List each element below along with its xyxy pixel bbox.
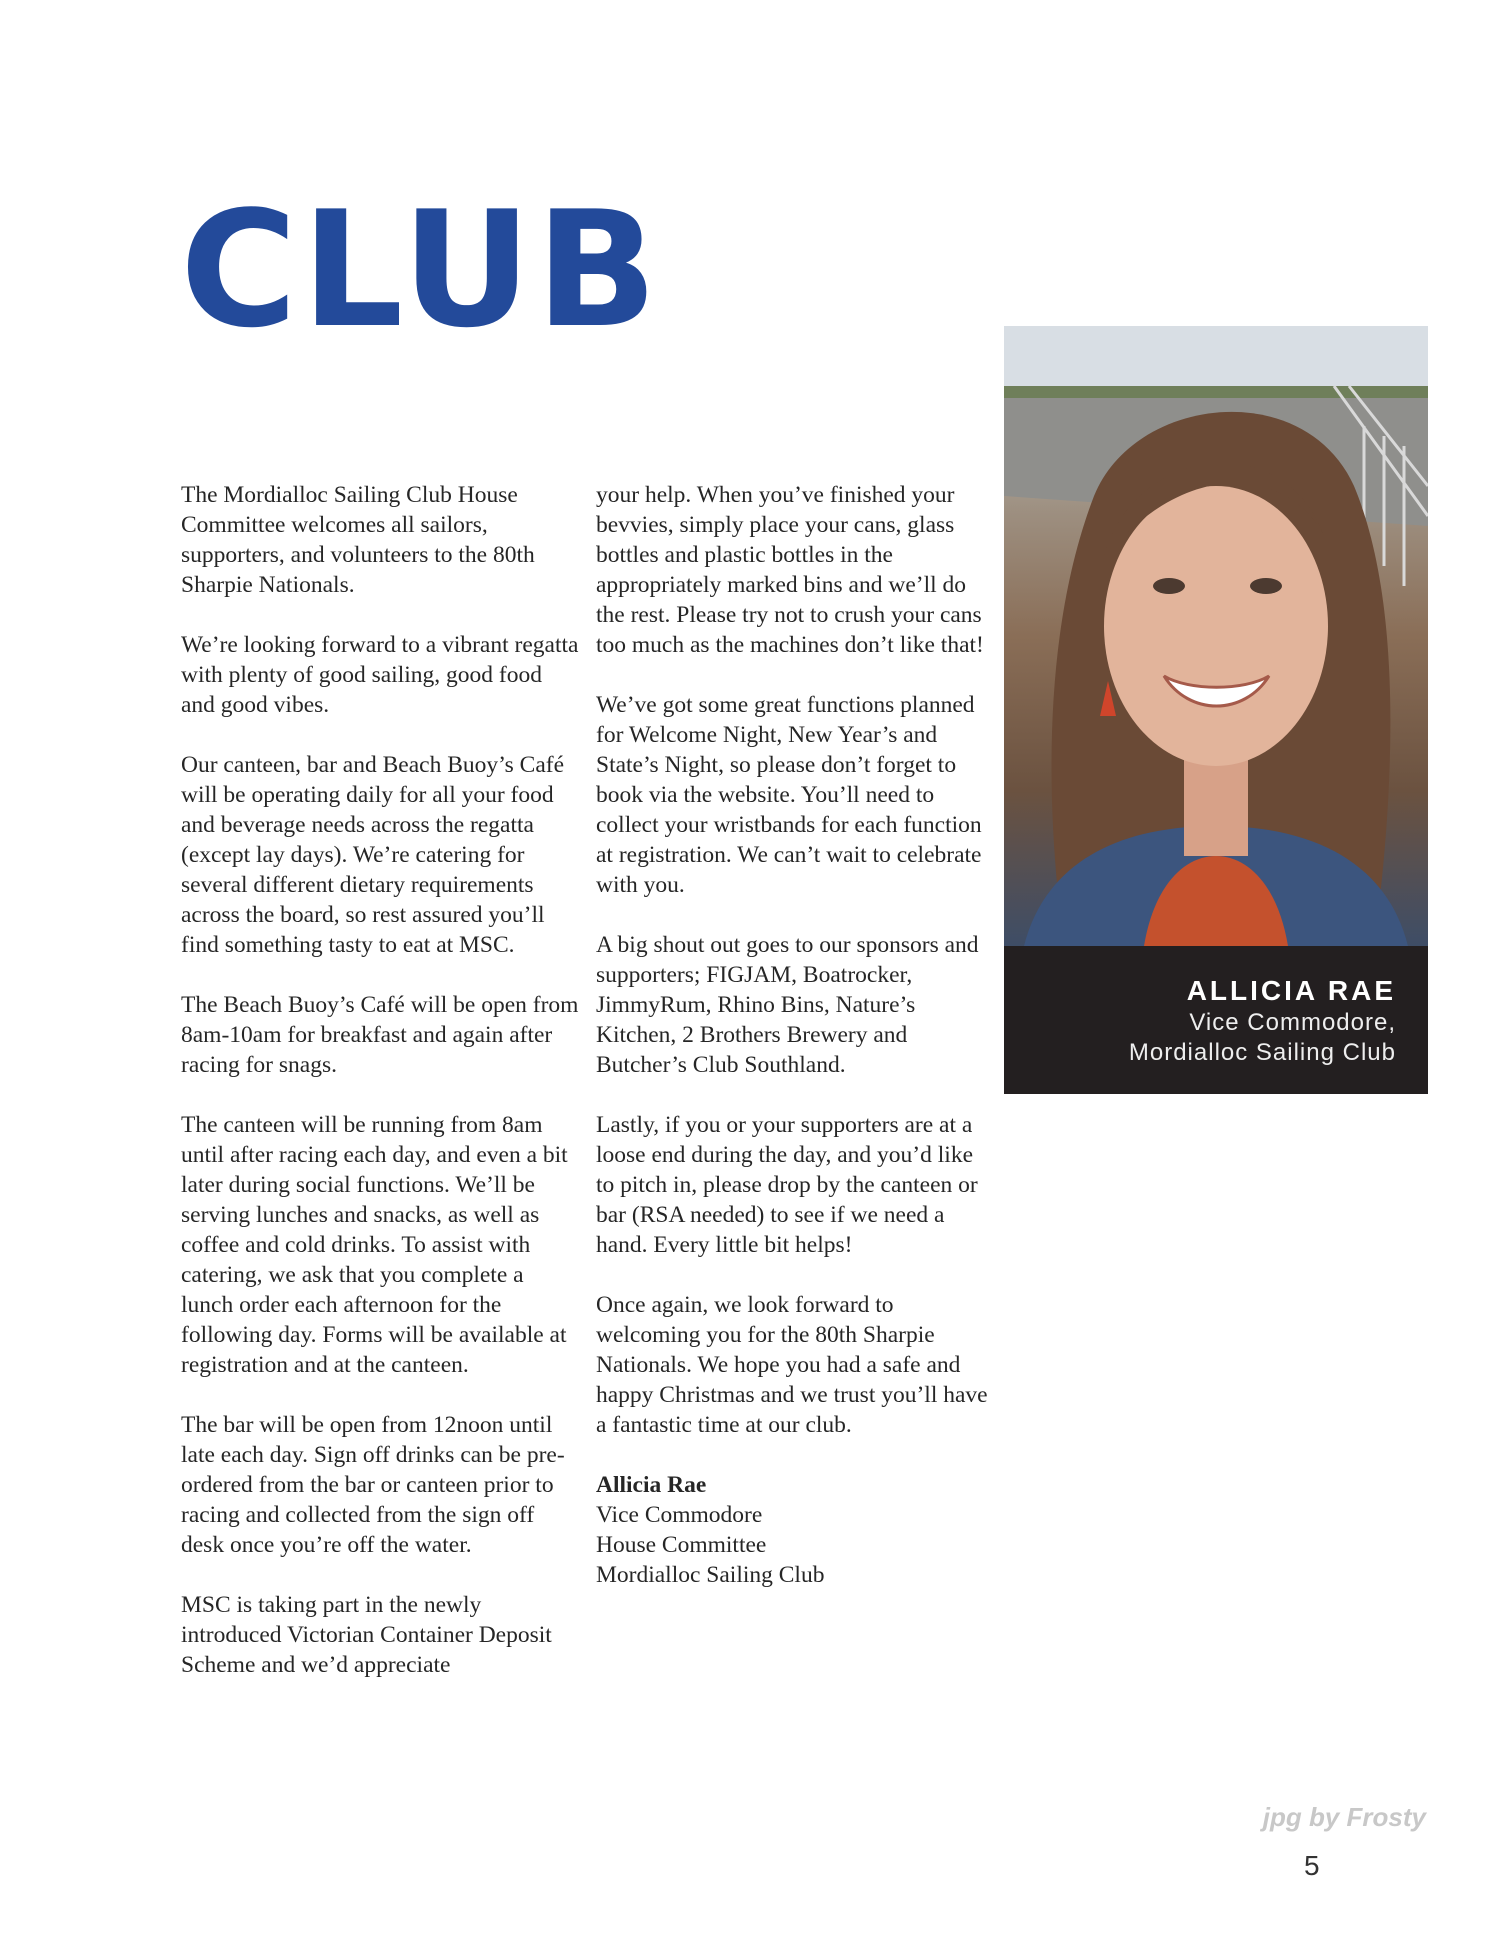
- paragraph: Once again, we look forward to welcoming you for the 80th Sharpie Nationals. We hope you had a safe and happy Christmas and we trust you’ll have a fantastic time at our club.: [596, 1292, 988, 1438]
- page-heading: CLUB: [180, 176, 662, 363]
- paragraph: The canteen will be running from 8am until after racing each day, and even a bit later during social functions. We’ll be serving lunches and snacks, as well as coffee and cold drinks. To assist with catering, we ask that you complete a lunch order each afternoon for the following day. Forms will be available at registration and at the canteen.: [181, 1112, 568, 1378]
- signature-committee: House Committee: [596, 1532, 767, 1558]
- paragraph: A big shout out goes to our sponsors and supporters; FIGJAM, Boatrocker, JimmyRum, Rhino Bins, Nature’s Kitchen, 2 Brothers Brewery and Butcher’s Club Southland.: [596, 932, 979, 1078]
- signature-name: Allicia Rae: [596, 1472, 707, 1498]
- article-column-left: [181, 480, 581, 1710]
- paragraph: We’re looking forward to a vibrant regatta with plenty of good sailing, good food and good vibes.: [181, 632, 579, 718]
- paragraph: Lastly, if you or your supporters are at a loose end during the day, and you’d like to pitch in, please drop by the canteen or bar (RSA needed) to see if we need a hand. Every little bit helps!: [596, 1112, 978, 1258]
- article-column-right: [596, 480, 996, 1590]
- paragraph: The Beach Buoy’s Café will be open from 8am-10am for breakfast and again after racing for snags.: [181, 992, 579, 1078]
- signature-title: Vice Commodore: [596, 1502, 763, 1528]
- caption-role: Vice Commodore,: [1189, 1009, 1396, 1036]
- profile-card: [1004, 326, 1428, 1094]
- paragraph: We’ve got some great functions planned for Welcome Night, New Year’s and State’s Night, so please don’t forget to book via the website. You’ll need to collect your wristbands for each function at registration. We can’t wait to celebrate with you.: [596, 692, 982, 898]
- paragraph: MSC is taking part in the newly introduced Victorian Container Deposit Scheme and we’d appreciate: [181, 1592, 552, 1678]
- photo-caption: [1129, 974, 1396, 1068]
- paragraph: your help. When you’ve finished your bevvies, simply place your cans, glass bottles and plastic bottles in the appropriately marked bins and we’ll do the rest. Please try not to crush your cans too much as the machines don’t like that!: [596, 482, 984, 658]
- portrait-photo: [1004, 326, 1428, 946]
- caption-organisation: Mordialloc Sailing Club: [1128, 1039, 1396, 1066]
- portrait-illustration: [1004, 326, 1428, 946]
- caption-name: ALLICIA RAE: [1186, 975, 1396, 1006]
- signature-block: [596, 1470, 996, 1590]
- photo-credit: jpg by Frosty: [1262, 1802, 1426, 1832]
- paragraph: Our canteen, bar and Beach Buoy’s Café will be operating daily for all your food and beverage needs across the regatta (except lay days). We’re catering for several different dietary requirements across the board, so rest assured you’ll find something tasty to eat at MSC.: [181, 752, 565, 958]
- paragraph: The bar will be open from 12noon until late each day. Sign off drinks can be pre-ordered from the bar or canteen prior to racing and collected from the sign off desk once you’re off the water.: [181, 1412, 565, 1558]
- page-number: 5: [1304, 1850, 1320, 1881]
- signature-club: Mordialloc Sailing Club: [596, 1562, 825, 1588]
- paragraph: The Mordialloc Sailing Club House Committee welcomes all sailors, supporters, and volunteers to the 80th Sharpie Nationals.: [181, 482, 535, 598]
